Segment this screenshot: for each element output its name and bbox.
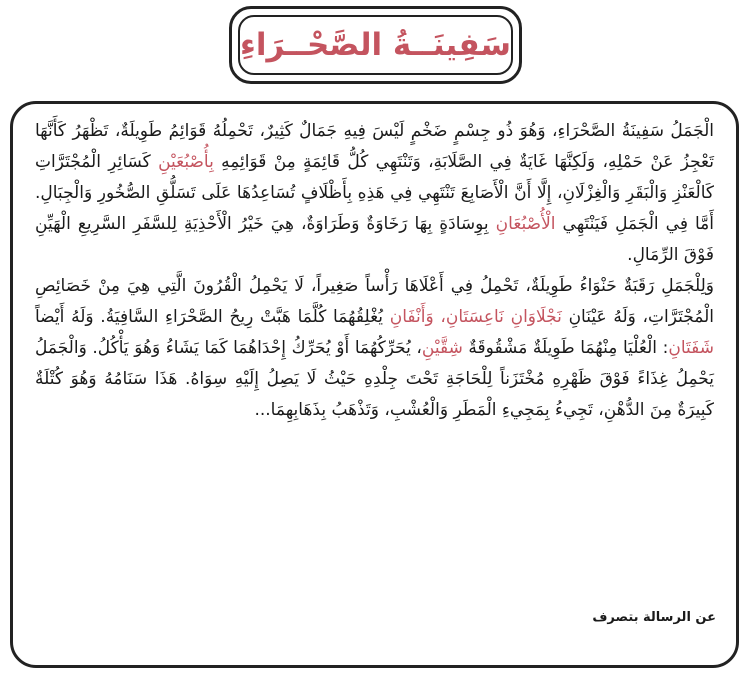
paragraph-2-part-c: : الْعُلْيَا مِنْهُمَا طَوِيلَةٌ مَشْقُوقَةٌ: [462, 338, 669, 358]
text-frame: [10, 101, 739, 668]
paragraph-1-part-b: كَسَائِرِ الْمُجْتَرَّاتِ كَالْعَنْزِ وَالْبَقَرِ وَالْغِزْلَانِ، إِلَّا أَنَّ الْأَصَابِعَ تَنْتَهِي فِي هَذِهِ بِأَظْلَافٍ تُسَاعِدُهَا عَلَى تَسَلُّقِ الصُّخُورِ وَالْجِبَالِ. أَمَّا فِي الْجَمَلِ فَيَنْتَهِي: [35, 152, 714, 234]
highlight-eyes-noses: نَجْلَاوَانِ نَاعِسَتَانِ، وَأَنْفَانِ: [389, 307, 562, 327]
highlight-the-fingers: الْأُصْبُعَانِ: [495, 214, 556, 234]
page-title: سَفِينَــةُ الصَّحْــرَاءِ: [240, 26, 511, 63]
paragraph-2-part-d: ، يُحَرِّكُهُمَا أَوْ يُحَرِّكُ إِحْدَاهُمَا كَمَا يَشَاءُ وَهُوَ يَأْكُلُ. وَالْجَمَلُ يَحْمِلُ غِذَاءً فَوْقَ ظَهْرِهِ مُخْتَزَناً لِلْحَاجَةِ تَحْتَ جِلْدِهِ حَيْثُ لَا يَصِلُ إِلَيْهِ سِوَاهُ. هَذَا سَنَامُهُ وَهُوَ كُتْلَةٌ كَبِيرَةٌ مِنَ الدُّهْنِ، تَجِيءُ بِمَجِيءِ الْمَطَرِ وَالْعُشْبِ، وَتَذْهَبُ بِذَهَابِهِمَا...: [35, 338, 714, 420]
highlight-two-lips: شَفَتَانِ: [668, 338, 714, 358]
paragraph-2: [35, 271, 714, 426]
paragraph-2-part-b: يُغْلِقُهُمَا كُلَّمَا هَبَّتْ رِيحُ الصَّحْرَاءِ السَّافِيَةُ. وَلَهُ أَيْضاً: [35, 307, 390, 327]
title-frame: [229, 6, 522, 84]
title-inner-frame: [238, 15, 513, 75]
source-note: عن الرسالة بتصرف: [592, 610, 716, 625]
article-body: [35, 116, 714, 426]
paragraph-2-part-a: وَلِلْجَمَلِ رَقَبَةٌ حَنْوَاءُ طَوِيلَةٌ، تَحْمِلُ فِي أَعْلَاهَا رَأْساً صَغِيراً، لَا يَحْمِلُ الْقُرُونَ الَّتِي هِيَ مِنْ خَصَائِصِ الْمُجْتَرَّاتِ، وَلَهُ عَيْنَانِ: [35, 276, 714, 327]
paragraph-1: [35, 116, 714, 271]
paragraph-1-part-a: الْجَمَلُ سَفِينَةُ الصَّحْرَاءِ، وَهُوَ ذُو جِسْمٍ ضَخْمٍ لَيْسَ فِيهِ جَمَالٌ كَثِيرٌ، تَحْمِلُهُ قَوَائِمُ طَوِيلَةٌ، تَظْهَرُ كَأَنَّهَا تَعْجِزُ عَنْ حَمْلِهِ، وَلَكِنَّهَا غَايَةٌ فِي الصَّلَابَةِ، وَتَنْتَهِي كُلُّ قَائِمَةٍ مِنْ قَوَائِمِهِ: [35, 121, 714, 172]
highlight-two-fingers: بِأُصْبُعَيْنِ: [158, 152, 214, 172]
paragraph-1-part-c: بِوِسَادَةٍ بِهَا رَخَاوَةٌ وَطَرَاوَةٌ، هِيَ خَيْرُ الْأَحْذِيَةِ لِلسَّفَرِ السَّرِيعِ الْهَيِّنِ فَوْقَ الرِّمَالِ.: [35, 214, 714, 265]
highlight-two-halves: شِقَّيْنِ: [421, 338, 463, 358]
